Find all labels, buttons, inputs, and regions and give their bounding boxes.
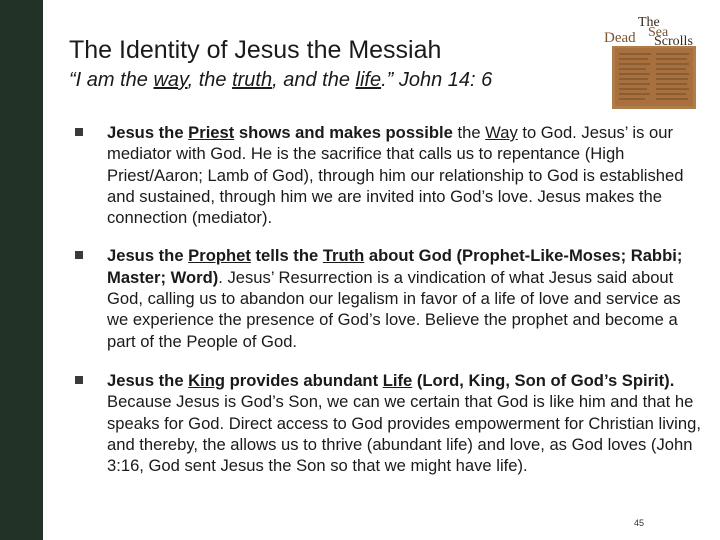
page-number: 45 [634,518,645,528]
logo-text-sea: Sea [648,25,669,40]
bullet-keyword: Life [382,370,413,390]
quote-mid-1: , the [187,69,233,91]
scripture-quote [69,69,589,92]
bullet-keyword: Prophet [188,246,251,266]
bullet-marker [75,128,83,136]
bullet-bold: Jesus the [107,370,189,390]
bullet-marker [75,251,83,259]
bullet-marker [75,376,83,384]
bullet-king [75,370,705,476]
bullet-text [107,245,705,351]
bullet-list [75,122,705,476]
quote-way: way [153,69,188,91]
bullet-bold: about God (Prophet-Like-Moses; Rabbi; Master; Word) [107,246,683,287]
bullet-bold: Jesus the [107,123,189,142]
left-accent-bar [0,0,43,540]
bullet-text [107,370,705,476]
logo-text-the: The [638,15,660,30]
quote-open: “I am the [69,69,154,91]
bullet-priest [75,122,705,228]
bullet-bold: tells the [250,246,323,266]
slide-title: The Identity of Jesus the Messiah [69,36,442,64]
bullet-bold: (Lord, King, Son of God’s Spirit). [412,370,675,390]
bullet-text [107,122,705,228]
quote-mid-2: , and the [272,69,356,91]
bullet-plain: . Jesus’ Resurrection is a vindication of what Jesus said about God, calling us to abandon our legalism in favor of a life of love and service as we experience the presence of God’s love. Believe the prophet and become a part of the People of God. [107,267,681,351]
bullet-keyword: Way [485,123,518,142]
quote-close: .” John 14: 6 [381,69,493,91]
bullet-plain: to God. Jesus’ is our mediator with God. He is the sacrifice that calls us to repentance (High Priest/Aaron; Lamb of God), through him our relationship to God is established and sustained, through him we are invited into God’s love. Jesus makes the connection (mediator). [107,123,684,228]
bullet-keyword: King [188,370,226,390]
bullet-keyword: Truth [322,246,365,266]
quote-truth: truth [232,69,273,91]
quote-life: life [355,69,382,91]
bullet-bold: Jesus the [107,246,189,266]
logo-text-dead: Dead [604,30,636,46]
bullet-bold: shows and makes possible [234,123,453,142]
bullet-keyword: Priest [188,123,235,142]
bullet-prophet [75,245,705,351]
bullet-plain: the [452,123,486,142]
logo-text-scrolls: Scrolls [654,34,693,49]
dead-sea-scrolls-logo [598,12,710,110]
bullet-bold: provides abundant [225,370,383,390]
bullet-plain: Because Jesus is God’s Son, we can we certain that God is like him and that he speaks for God. Direct access to God provides empowerment for Christian living, and thereby, the allows us to thrive (abundant life) and love, as God loves (John 3:16, God sent Jesus the Son so that we might have life). [107,392,701,476]
